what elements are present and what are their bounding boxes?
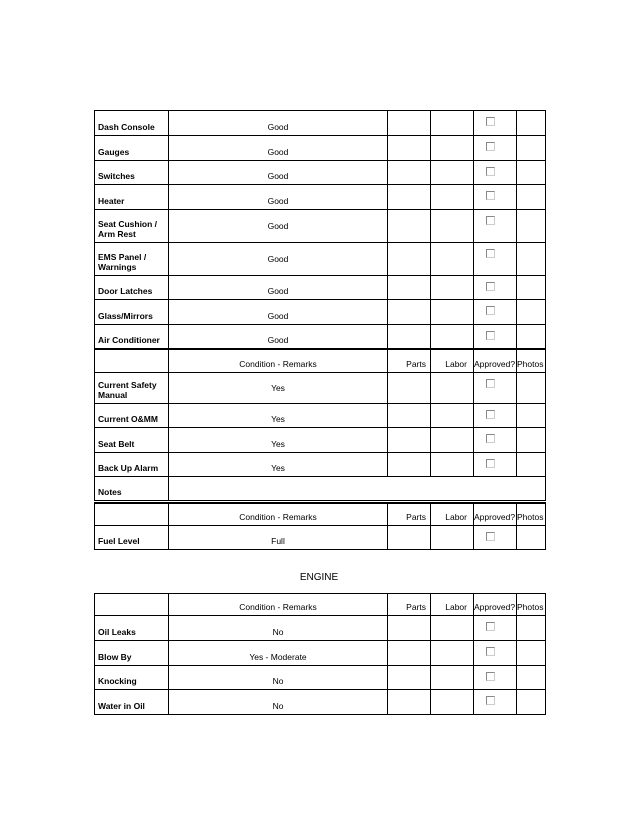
labor-cell[interactable] (431, 111, 474, 136)
condition-value: Good (169, 111, 388, 136)
item-label: Back Up Alarm (95, 453, 169, 477)
header-labor: Labor (431, 349, 474, 373)
parts-cell[interactable] (388, 111, 431, 136)
photos-cell[interactable] (517, 111, 546, 136)
item-label: Current Safety Manual (95, 373, 169, 404)
notes-field[interactable] (169, 477, 546, 501)
item-label: Door Latches (95, 276, 169, 300)
table-row (95, 373, 546, 404)
column-header-row (95, 503, 546, 525)
parts-cell[interactable] (388, 666, 431, 690)
condition-value: Good (169, 185, 388, 210)
approved-cell[interactable] (474, 185, 517, 210)
condition-value: Good (169, 136, 388, 161)
parts-cell[interactable] (388, 525, 431, 549)
approved-cell[interactable] (474, 525, 517, 549)
parts-cell[interactable] (388, 161, 431, 185)
approved-cell[interactable] (474, 325, 517, 349)
table-row (95, 276, 546, 300)
condition-value: Yes (169, 373, 388, 404)
approved-checkbox[interactable] (486, 410, 495, 419)
photos-cell[interactable] (517, 428, 546, 453)
labor-cell[interactable] (431, 276, 474, 300)
photos-cell[interactable] (517, 666, 546, 690)
approved-checkbox[interactable] (486, 672, 495, 681)
approved-cell[interactable] (474, 666, 517, 690)
condition-value: Good (169, 325, 388, 349)
inspection-table-engine (94, 593, 546, 715)
item-label: Fuel Level (95, 525, 169, 549)
condition-value: Yes - Moderate (169, 641, 388, 666)
notes-label: Notes (95, 477, 169, 501)
condition-value: No (169, 666, 388, 690)
header-approved: Approved? (474, 594, 517, 616)
approved-cell[interactable] (474, 690, 517, 715)
approved-checkbox[interactable] (486, 216, 495, 225)
table-row (95, 111, 546, 136)
item-label: Water in Oil (95, 690, 169, 715)
item-label: Air Conditioner (95, 325, 169, 349)
approved-checkbox[interactable] (486, 696, 495, 705)
labor-cell[interactable] (431, 616, 474, 641)
item-label: Dash Console (95, 111, 169, 136)
parts-cell[interactable] (388, 428, 431, 453)
inspection-table-cab (94, 110, 546, 501)
header-blank (95, 349, 169, 373)
header-condition: Condition - Remarks (169, 349, 388, 373)
parts-cell[interactable] (388, 136, 431, 161)
labor-cell[interactable] (431, 404, 474, 428)
parts-cell[interactable] (388, 243, 431, 276)
header-condition: Condition - Remarks (169, 503, 388, 525)
item-label: Seat Cushion / Arm Rest (95, 210, 169, 243)
table-row (95, 616, 546, 641)
condition-value: Good (169, 300, 388, 325)
photos-cell[interactable] (517, 161, 546, 185)
column-header-row (95, 594, 546, 616)
labor-cell[interactable] (431, 300, 474, 325)
approved-checkbox[interactable] (486, 167, 495, 176)
approved-checkbox[interactable] (486, 306, 495, 315)
labor-cell[interactable] (431, 641, 474, 666)
photos-cell[interactable] (517, 373, 546, 404)
approved-cell[interactable] (474, 453, 517, 477)
approved-checkbox[interactable] (486, 434, 495, 443)
condition-value: Full (169, 525, 388, 549)
approved-checkbox[interactable] (486, 647, 495, 656)
approved-checkbox[interactable] (486, 379, 495, 388)
item-label: Glass/Mirrors (95, 300, 169, 325)
header-photos: Photos (517, 503, 546, 525)
approved-cell[interactable] (474, 616, 517, 641)
photos-cell[interactable] (517, 300, 546, 325)
parts-cell[interactable] (388, 616, 431, 641)
table-row (95, 185, 546, 210)
photos-cell[interactable] (517, 210, 546, 243)
table-row (95, 453, 546, 477)
approved-checkbox[interactable] (486, 331, 495, 340)
table-row (95, 641, 546, 666)
photos-cell[interactable] (517, 616, 546, 641)
labor-cell[interactable] (431, 666, 474, 690)
header-photos: Photos (517, 594, 546, 616)
inspection-table-fuel (94, 502, 546, 550)
labor-cell[interactable] (431, 373, 474, 404)
parts-cell[interactable] (388, 690, 431, 715)
parts-cell[interactable] (388, 641, 431, 666)
parts-cell[interactable] (388, 185, 431, 210)
table-row (95, 161, 546, 185)
header-parts: Parts (388, 349, 431, 373)
table-row (95, 210, 546, 243)
photos-cell[interactable] (517, 641, 546, 666)
table-row (95, 325, 546, 349)
labor-cell[interactable] (431, 243, 474, 276)
photos-cell[interactable] (517, 185, 546, 210)
approved-cell[interactable] (474, 136, 517, 161)
labor-cell[interactable] (431, 453, 474, 477)
header-condition: Condition - Remarks (169, 594, 388, 616)
condition-value: Good (169, 243, 388, 276)
parts-cell[interactable] (388, 210, 431, 243)
approved-checkbox[interactable] (486, 532, 495, 541)
approved-checkbox[interactable] (486, 459, 495, 468)
labor-cell[interactable] (431, 136, 474, 161)
item-label: Gauges (95, 136, 169, 161)
header-approved: Approved? (474, 349, 517, 373)
photos-cell[interactable] (517, 136, 546, 161)
approved-cell[interactable] (474, 276, 517, 300)
approved-checkbox[interactable] (486, 282, 495, 291)
condition-value: Good (169, 210, 388, 243)
labor-cell[interactable] (431, 525, 474, 549)
condition-value: Yes (169, 453, 388, 477)
condition-value: Yes (169, 404, 388, 428)
parts-cell[interactable] (388, 404, 431, 428)
photos-cell[interactable] (517, 525, 546, 549)
approved-cell[interactable] (474, 404, 517, 428)
table-row (95, 136, 546, 161)
approved-cell[interactable] (474, 111, 517, 136)
labor-cell[interactable] (431, 325, 474, 349)
column-header-row (95, 349, 546, 373)
header-parts: Parts (388, 503, 431, 525)
table-row (95, 243, 546, 276)
condition-value: No (169, 616, 388, 641)
approved-cell[interactable] (474, 243, 517, 276)
labor-cell[interactable] (431, 161, 474, 185)
condition-value: Good (169, 276, 388, 300)
approved-checkbox[interactable] (486, 622, 495, 631)
item-label: Seat Belt (95, 428, 169, 453)
section-title-engine: ENGINE (299, 572, 339, 583)
photos-cell[interactable] (517, 276, 546, 300)
item-label: Heater (95, 185, 169, 210)
parts-cell[interactable] (388, 300, 431, 325)
header-photos: Photos (517, 349, 546, 373)
approved-checkbox[interactable] (486, 142, 495, 151)
condition-value: Yes (169, 428, 388, 453)
header-labor: Labor (431, 594, 474, 616)
item-label: Switches (95, 161, 169, 185)
parts-cell[interactable] (388, 276, 431, 300)
item-label: Oil Leaks (95, 616, 169, 641)
approved-checkbox[interactable] (486, 191, 495, 200)
item-label: Current O&MM (95, 404, 169, 428)
approved-cell[interactable] (474, 161, 517, 185)
parts-cell[interactable] (388, 325, 431, 349)
table-row (95, 404, 546, 428)
photos-cell[interactable] (517, 453, 546, 477)
condition-value: No (169, 690, 388, 715)
approved-cell[interactable] (474, 300, 517, 325)
approved-cell[interactable] (474, 373, 517, 404)
labor-cell[interactable] (431, 690, 474, 715)
photos-cell[interactable] (517, 243, 546, 276)
item-label: Blow By (95, 641, 169, 666)
parts-cell[interactable] (388, 373, 431, 404)
approved-cell[interactable] (474, 428, 517, 453)
photos-cell[interactable] (517, 690, 546, 715)
parts-cell[interactable] (388, 453, 431, 477)
table-row (95, 525, 546, 549)
table-row (95, 428, 546, 453)
header-blank (95, 594, 169, 616)
photos-cell[interactable] (517, 325, 546, 349)
table-row (95, 690, 546, 715)
header-blank (95, 503, 169, 525)
approved-cell[interactable] (474, 641, 517, 666)
condition-value: Good (169, 161, 388, 185)
table-row (95, 300, 546, 325)
notes-row (95, 477, 546, 501)
approved-checkbox[interactable] (486, 117, 495, 126)
table-row (95, 666, 546, 690)
header-approved: Approved? (474, 503, 517, 525)
header-parts: Parts (388, 594, 431, 616)
header-labor: Labor (431, 503, 474, 525)
item-label: EMS Panel / Warnings (95, 243, 169, 276)
photos-cell[interactable] (517, 404, 546, 428)
labor-cell[interactable] (431, 210, 474, 243)
item-label: Knocking (95, 666, 169, 690)
labor-cell[interactable] (431, 185, 474, 210)
approved-cell[interactable] (474, 210, 517, 243)
labor-cell[interactable] (431, 428, 474, 453)
approved-checkbox[interactable] (486, 249, 495, 258)
